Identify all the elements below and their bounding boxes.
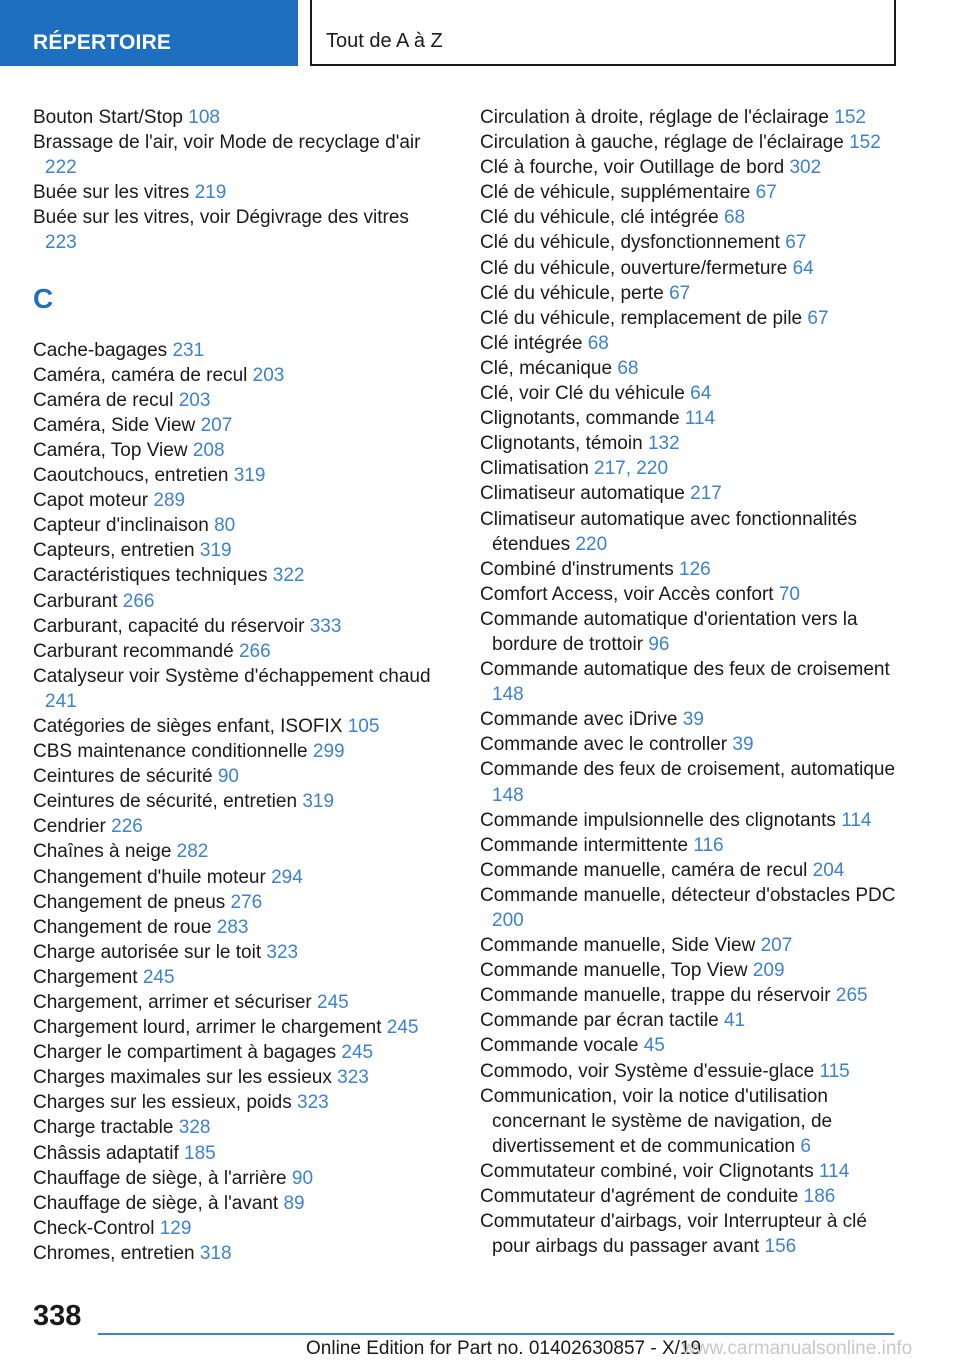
entry-page-link[interactable]: 266 [122,590,155,612]
entry-term: Carburant [33,590,118,612]
entry-term: Caméra, Top View [33,439,188,461]
page-number: 338 [33,1300,82,1332]
entry-term: Bouton Start/Stop [33,107,183,128]
entry-term: Commodo, voir Système d'essuie-glace [480,1060,815,1082]
entry-page-link[interactable]: 129 [159,1217,192,1239]
entry-term: Commande avec iDrive [480,709,678,731]
entry-page-link[interactable]: 114 [818,1160,850,1182]
index-entry [33,839,433,864]
entry-term: CBS maintenance conditionnelle [33,741,308,763]
entry-page-link[interactable]: 245 [341,1042,374,1064]
entry-term: Clé du véhicule, perte [480,282,664,304]
index-entry [33,413,433,438]
entry-term: Châssis adaptatif [33,1142,179,1164]
entry-page-link[interactable]: 6 [800,1135,811,1157]
entry-page-link[interactable]: 70 [778,583,800,605]
index-entry [480,1059,900,1084]
entry-page-link[interactable]: 156 [764,1236,797,1258]
entry-page-link[interactable]: 105 [347,715,380,737]
footer-divider [98,1333,894,1335]
entry-page-link[interactable]: 217, 220 [594,458,669,480]
entry-page-link[interactable]: 67 [807,307,829,329]
entry-page-link[interactable]: 64 [690,383,712,405]
index-entry [480,180,900,205]
entry-term: Chargement, arrimer et sécuriser [33,992,312,1013]
entry-term: Chargement lourd, arrimer le chargement [33,1017,382,1039]
index-entry [480,707,900,732]
entry-term: Commutateur d'agrément de conduite [480,1186,799,1208]
entry-term: Clé du véhicule, clé intégrée [480,207,719,229]
index-entry [480,958,900,983]
entry-term: Chargement [33,966,138,988]
index-entry [480,1159,900,1184]
entry-page-link[interactable]: 68 [723,207,746,229]
entry-page-link[interactable]: 223 [45,232,77,254]
entry-page-link[interactable]: 207 [200,414,233,436]
entry-page-link[interactable]: 90 [217,766,239,788]
entry-page-link[interactable]: 245 [142,966,175,988]
index-entry [480,456,900,481]
entry-term: Clé du véhicule, dysfonctionnement [480,232,780,254]
entry-term: Commande des feux de croisement, automatique [480,759,896,781]
entry-term: Commande vocale [480,1035,639,1057]
index-entry [33,363,433,388]
entry-page-link[interactable]: 114 [841,809,872,831]
entry-page-link[interactable]: 116 [693,834,724,856]
entry-term: Changement d'huile moteur [33,866,266,888]
entry-term: Caoutchoucs, entretien [33,465,229,487]
index-entry [480,1209,900,1259]
entry-page-link[interactable]: 231 [172,339,205,361]
entry-page-link[interactable]: 319 [233,465,266,487]
entry-term: Capteur d'inclinaison [33,515,209,537]
index-entry [480,356,900,381]
entry-term: Chaînes à neige [33,841,172,863]
site-watermark: www.carmanualsonline.info [682,1338,913,1359]
index-entry [33,789,433,814]
entry-page-link[interactable]: 90 [291,1167,314,1189]
index-entry [480,1033,900,1058]
entry-page-link[interactable]: 45 [643,1035,665,1057]
entry-page-link[interactable]: 241 [45,690,77,712]
entry-page-link[interactable]: 328 [178,1117,211,1139]
index-entry [480,230,900,255]
index-entry [33,739,433,764]
entry-page-link[interactable]: 89 [283,1192,305,1214]
entry-term: Climatiseur automatique avec fonctionnalités étendues [480,508,863,555]
entry-page-link[interactable]: 323 [337,1067,369,1089]
index-entry [480,1084,900,1159]
entry-term: Climatisation [480,458,589,480]
entry-page-link[interactable]: 220 [575,533,608,555]
entry-page-link[interactable]: 67 [669,282,691,304]
entry-term: Commande manuelle, Top View [480,960,748,982]
index-entry [480,431,900,456]
left-column [33,105,433,1266]
entry-page-link[interactable]: 203 [252,364,285,386]
entry-page-link[interactable]: 132 [647,433,680,455]
entry-page-link[interactable]: 115 [819,1060,850,1082]
index-entry [33,940,433,965]
entry-term: Commande automatique des feux de croisement [480,659,890,681]
entry-page-link[interactable]: 219 [194,182,227,204]
entry-page-link[interactable]: 323 [266,941,299,963]
entry-term: Comfort Access, voir Accès confort [480,583,774,605]
entry-page-link[interactable]: 319 [302,791,335,813]
entry-term: Commande par écran tactile [480,1010,719,1032]
entry-page-link[interactable]: 294 [271,866,303,888]
entry-term: Clé intégrée [480,332,583,354]
entry-term: Ceintures de sécurité, entretien [33,791,298,813]
entry-term: Check-Control [33,1217,155,1239]
index-entry [33,1090,433,1115]
entry-term: Carburant, capacité du réservoir [33,615,305,637]
index-entry [480,933,900,958]
index-entry [480,406,900,431]
index-entry [480,1184,900,1209]
index-entry [33,438,433,463]
entry-term: Commande manuelle, trappe du réservoir [480,985,831,1007]
entry-term: Clé du véhicule, remplacement de pile [480,307,803,329]
entry-term: Climatiseur automatique [480,483,685,505]
index-entry [33,1115,433,1140]
entry-term: Clé, mécanique [480,357,613,379]
entry-page-link[interactable]: 39 [732,734,754,756]
entry-term: Clé du véhicule, ouverture/fermeture [480,257,788,279]
index-entry [480,757,900,807]
index-entry [33,1241,433,1266]
index-entry [480,732,900,757]
index-entry [33,538,433,563]
index-entry [480,256,900,281]
index-entry [33,463,433,488]
entry-page-link[interactable]: 265 [835,985,868,1007]
index-entry [33,180,433,205]
index-entry [33,664,433,714]
entry-page-link[interactable]: 319 [199,540,232,562]
index-entry [480,281,900,306]
entry-page-link[interactable]: 200 [492,910,524,931]
entry-term: Combiné d'instruments [480,558,674,580]
entry-term: Clignotants, commande [480,408,680,430]
entry-page-link[interactable]: 152 [834,107,866,128]
entry-page-link[interactable]: 41 [723,1010,746,1032]
entry-term: Chauffage de siège, à l'arrière [33,1167,287,1189]
index-entry [480,155,900,180]
entry-page-link[interactable]: 80 [214,515,236,537]
entry-page-link[interactable]: 39 [682,709,704,731]
index-entry [33,130,433,180]
index-entry [33,1040,433,1065]
index-entry [33,488,433,513]
index-entry [480,858,900,883]
entry-page-link[interactable]: 222 [45,157,77,179]
index-entry [33,814,433,839]
entry-term: Charge tractable [33,1117,174,1139]
entry-term: Buée sur les vitres [33,182,190,204]
entry-term: Chromes, entretien [33,1242,195,1264]
entry-page-link[interactable]: 67 [755,182,777,204]
index-entry [33,589,433,614]
entry-page-link[interactable]: 226 [111,816,143,838]
index-entry [480,205,900,230]
index-entry [480,657,900,707]
left-top-entries [33,105,433,256]
section-label: RÉPERTOIRE [33,31,172,54]
entry-page-link[interactable]: 108 [188,107,220,128]
index-entry [33,513,433,538]
entry-term: Cache-bagages [33,339,168,361]
index-entry [480,105,900,130]
entry-term: Circulation à droite, réglage de l'éclairage [480,107,829,128]
index-entry [33,1166,433,1191]
entry-term: Buée sur les vitres, voir Dégivrage des vitres [33,207,409,229]
page-header [0,0,960,66]
entry-page-link[interactable]: 64 [792,257,814,279]
index-entry [33,1065,433,1090]
section-tab [0,0,298,66]
index-entry [33,1015,433,1040]
page-title: Tout de A à Z [326,30,443,52]
index-entry [480,582,900,607]
entry-term: Clignotants, témoin [480,433,643,455]
entry-term: Caméra, caméra de recul [33,364,248,386]
index-entry [33,865,433,890]
entry-term: Commande manuelle, détecteur d'obstacles PDC [480,884,896,906]
index-entry [33,1191,433,1216]
entry-page-link[interactable]: 152 [849,132,881,154]
entry-page-link[interactable]: 96 [648,633,670,655]
entry-term: Commutateur combiné, voir Clignotants [480,1160,814,1182]
entry-page-link[interactable]: 185 [184,1142,216,1164]
entry-term: Capot moteur [33,490,149,512]
entry-page-link[interactable]: 204 [812,859,845,881]
entry-term: Clé à fourche, voir Outillage de bord [480,157,785,179]
entry-term: Changement de pneus [33,891,226,913]
entry-term: Charges sur les essieux, poids [33,1092,292,1114]
entry-page-link[interactable]: 67 [785,232,807,254]
entry-term: Changement de roue [33,916,212,938]
entry-term: Brassage de l'air, voir Mode de recyclage d'air [33,132,421,154]
index-entry [480,381,900,406]
entry-page-link[interactable]: 148 [492,784,524,806]
entry-term: Charges maximales sur les essieux [33,1067,332,1089]
entry-page-link[interactable]: 333 [309,615,342,637]
entry-term: Commande manuelle, Side View [480,935,756,957]
entry-page-link[interactable]: 207 [760,935,793,957]
index-entry [480,607,900,657]
entry-term: Carburant recommandé [33,640,234,662]
header-title-box [310,0,896,66]
index-entry [33,338,433,363]
index-entry [33,990,433,1015]
entry-term: Commande automatique d'orientation vers la bordure de trottoir [480,608,863,655]
index-entry [480,507,900,557]
entry-term: Commutateur d'airbags, voir Interrupteur à clé pour airbags du passager avant [480,1211,873,1258]
index-entry [33,1216,433,1241]
index-entry [33,714,433,739]
entry-page-link[interactable]: 217 [690,483,722,505]
index-entry [33,1141,433,1166]
index-entry [33,205,433,255]
entry-page-link[interactable]: 114 [684,408,716,430]
entry-page-link[interactable]: 283 [216,916,249,938]
entry-term: Clé, voir Clé du véhicule [480,383,685,405]
entry-term: Commande impulsionnelle des clignotants [480,809,836,831]
entry-term: Charge autorisée sur le toit [33,941,262,963]
entry-page-link[interactable]: 299 [312,741,345,763]
entry-page-link[interactable]: 245 [386,1017,419,1039]
index-entry [33,915,433,940]
edition-text: Online Edition for Part no. 01402630857 - X/19 [306,1338,702,1359]
index-entry [480,1008,900,1033]
letter-heading: C [33,282,54,314]
index-entry [480,130,900,155]
index-entry [480,833,900,858]
index-entry [480,983,900,1008]
right-entries [480,105,900,1259]
entry-term: Caméra de recul [33,389,174,411]
entry-page-link[interactable]: 266 [238,640,271,662]
entry-term: Charger le compartiment à bagages [33,1042,337,1064]
entry-term: Catégories de sièges enfant, ISOFIX [33,715,343,737]
entry-term: Communication, voir la notice d'utilisation concernant le système de navigation, de divertissement et de communication [480,1085,838,1157]
entry-term: Commande intermittente [480,834,689,856]
entry-page-link[interactable]: 203 [178,389,211,411]
entry-page-link[interactable]: 186 [803,1186,836,1208]
entry-page-link[interactable]: 276 [230,891,263,913]
index-entry [33,105,433,130]
entry-page-link[interactable]: 68 [617,357,639,379]
entry-page-link[interactable]: 302 [789,157,822,179]
entry-page-link[interactable]: 282 [176,841,209,863]
index-entry [480,306,900,331]
index-entry [33,388,433,413]
entry-page-link[interactable]: 289 [153,490,186,512]
entry-page-link[interactable]: 68 [587,332,609,354]
entry-page-link[interactable]: 208 [192,439,225,461]
index-entry [33,563,433,588]
entry-term: Capteurs, entretien [33,540,195,562]
entry-term: Catalyseur voir Système d'échappement chaud [33,665,431,687]
index-entry [33,614,433,639]
entry-term: Circulation à gauche, réglage de l'éclairage [480,132,844,154]
index-entry [480,808,900,833]
entry-page-link[interactable]: 318 [199,1242,232,1264]
index-entry [33,764,433,789]
entry-term: Caméra, Side View [33,414,196,436]
index-entry [480,557,900,582]
entry-page-link[interactable]: 322 [272,565,305,587]
index-entry [33,890,433,915]
entry-page-link[interactable]: 245 [317,992,349,1013]
entry-term: Commande avec le controller [480,734,728,756]
index-entry [33,965,433,990]
entry-page-link[interactable]: 209 [752,960,785,982]
entry-term: Ceintures de sécurité [33,766,213,788]
entry-page-link[interactable]: 126 [679,558,711,580]
entry-term: Cendrier [33,816,106,838]
entry-page-link[interactable]: 148 [492,684,524,706]
index-entry [480,883,900,933]
entry-page-link[interactable]: 323 [297,1092,329,1114]
entry-term: Commande manuelle, caméra de recul [480,859,808,881]
right-column [480,105,900,1259]
entry-term: Clé de véhicule, supplémentaire [480,182,751,204]
left-letter-entries [33,338,433,1266]
entry-term: Caractéristiques techniques [33,565,268,587]
index-entry [480,481,900,506]
index-entry [480,331,900,356]
entry-term: Chauffage de siège, à l'avant [33,1192,279,1214]
index-entry [33,639,433,664]
